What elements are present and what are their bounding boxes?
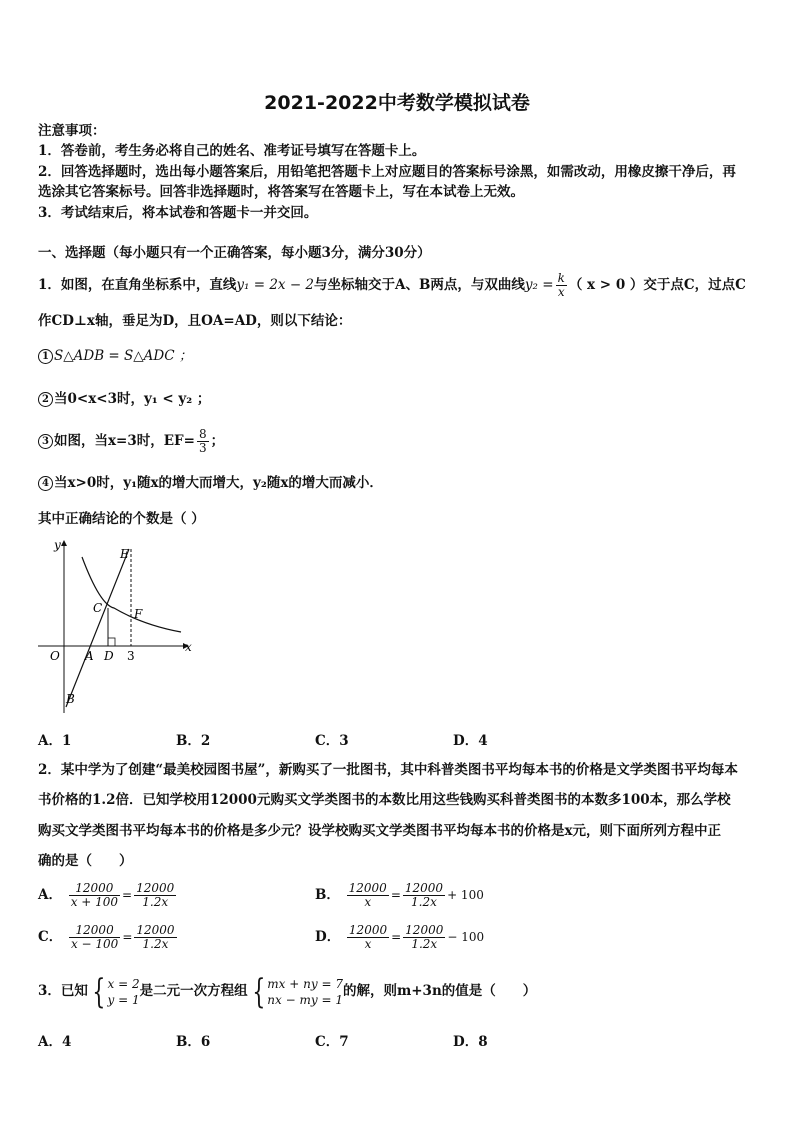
- rhs-fraction: [403, 882, 445, 909]
- statement-2-text: 当0<x<3时，y₁ < y₂ ；: [54, 391, 211, 407]
- q2-stem-line4: 确的是（ ）: [38, 853, 133, 869]
- q1-statement-3: [38, 428, 224, 455]
- numerator: 12000: [136, 923, 175, 937]
- denominator: 1.2x: [411, 895, 437, 909]
- left-brace: {: [251, 971, 265, 1012]
- label-O: O: [50, 649, 60, 663]
- q1-text-c: （ x > 0 ）交于点C，过点C: [568, 277, 746, 293]
- denominator: x − 100: [70, 937, 119, 951]
- lhs-fraction: [347, 924, 389, 951]
- denominator: x + 100: [70, 895, 119, 909]
- q1-text-b: 与坐标轴交于A、B两点，与双曲线: [314, 277, 525, 293]
- right-angle-mark: [108, 638, 115, 646]
- q1-option-d[interactable]: D．4: [453, 733, 488, 749]
- q3-text-a: 3．已知: [38, 983, 88, 999]
- q2-stem-line3: 购买文学类图书平均每本书的价格是多少元？设学校购买文学类图书平均每本书的价格是x元，则下面所列方程中正: [38, 823, 722, 839]
- q1-stem-line1: [38, 272, 746, 299]
- circled-number-3: 3: [38, 434, 53, 449]
- q2-stem-line2: 书价格的1.2倍．已知学校用12000元购买文学类图书的本数比用这些钱购买科普类图书的本数多100本，那么学校: [38, 792, 731, 808]
- q1-stem-line2: 作CD⊥x轴，垂足为D，且OA=AD，则以下结论：: [38, 313, 352, 329]
- numerator: 12000: [348, 923, 388, 937]
- rhs-fraction: [403, 924, 445, 951]
- q3-text-c: 的解，则m+3n的值是（ ）: [342, 983, 537, 999]
- q3-stem: [38, 972, 536, 1010]
- q1-statement-4: [38, 474, 383, 492]
- rhs-fraction: [134, 882, 176, 909]
- equation-system: [267, 976, 343, 1008]
- denominator: x: [364, 895, 372, 909]
- q1-statement-1: [38, 347, 192, 365]
- q2-option-c[interactable]: C． $\frac{12000}{x - 100}$ = $\frac{12000}{1.2x}$: [38, 923, 175, 951]
- q1-hyperbola-lhs: y₂ =: [524, 277, 554, 293]
- q2-stem-line1: 2．某中学为了创建“最美校园图书屋”，新购买了一批图书，其中科普类图书平均每本书的价格是文学类图书平均每本: [38, 762, 738, 778]
- page-title: 2021-2022中考数学模拟试卷: [264, 92, 530, 114]
- numerator: 12000: [69, 924, 120, 938]
- equation-1: mx + ny = 7: [267, 976, 343, 991]
- tail: + 100: [447, 888, 484, 902]
- section-heading: 一、选择题（每小题只有一个正确答案，每小题3分，满分30分）: [38, 245, 431, 261]
- label-y: y: [54, 538, 61, 552]
- lhs-fraction: [69, 882, 120, 909]
- q2-option-a[interactable]: A． $\frac{12000}{x + 100}$ = $\frac{12000}{1.2x}$: [38, 881, 175, 909]
- notice-heading: 注意事项：: [38, 123, 106, 139]
- frac-denominator: 3: [198, 441, 207, 455]
- q3-text-b: 是二元一次方程组: [139, 983, 248, 999]
- rhs-fraction: [134, 924, 176, 951]
- solution-system: [108, 976, 140, 1008]
- left-brace: {: [92, 971, 106, 1012]
- notice-item-1: 1．答卷前，考生务必将自己的姓名、准考证号填写在答题卡上。: [38, 143, 426, 159]
- label-E: E: [120, 547, 129, 561]
- q3-option-c[interactable]: C．7: [315, 1034, 349, 1050]
- notice-item-2: 2．回答选择题时，选出每小题答案后，用铅笔把答题卡上对应题目的答案标号涂黑，如需改动，用橡皮擦干净后，再: [38, 164, 736, 180]
- denominator: 1.2x: [142, 937, 169, 951]
- option-label: C．: [38, 929, 63, 945]
- statement-4-text: 当x>0时，y₁随x的增大而增大，y₂随x的增大而减小．: [54, 475, 383, 491]
- circled-number-4: 4: [38, 476, 53, 491]
- label-3: 3: [127, 649, 135, 663]
- notice-item-2-cont: 选涂其它答案标号。回答非选择题时，将答案写在答题卡上，写在本试卷上无效。: [38, 184, 524, 200]
- equation-2: nx − my = 1: [267, 992, 343, 1007]
- numerator: 12000: [69, 882, 120, 896]
- label-F: F: [134, 607, 143, 621]
- q1-k-over-x: [556, 272, 567, 299]
- statement-3-end: ；: [210, 433, 225, 449]
- numerator: 12000: [348, 881, 387, 895]
- label-C: C: [93, 601, 103, 615]
- q1-option-a[interactable]: A．1: [38, 733, 72, 749]
- q1-text-a: 1．如图，在直角坐标系中，直线: [38, 277, 237, 293]
- option-label: A．: [38, 887, 62, 903]
- label-x: x: [185, 640, 192, 654]
- lhs-fraction: [69, 924, 120, 951]
- denominator: x: [364, 937, 372, 951]
- k-numerator: k: [557, 271, 565, 285]
- q3-option-a[interactable]: A．4: [38, 1034, 72, 1050]
- sol-x: x = 2: [107, 976, 140, 991]
- tail: − 100: [447, 930, 485, 944]
- numerator: 12000: [404, 881, 444, 895]
- q1-statement-2: [38, 390, 210, 408]
- option-label: B．: [315, 887, 340, 903]
- circled-number-2: 2: [38, 392, 53, 407]
- q1-graph: [38, 535, 208, 715]
- label-D: D: [104, 649, 114, 663]
- eight-thirds: [197, 428, 209, 455]
- q3-option-b[interactable]: B．6: [176, 1034, 211, 1050]
- x-denominator: x: [557, 285, 565, 299]
- numerator: 12000: [136, 881, 175, 895]
- frac-numerator: 8: [198, 427, 207, 441]
- statement-1-text: S△ADB = S△ADC ；: [54, 348, 193, 364]
- q1-option-c[interactable]: C．3: [315, 733, 349, 749]
- denominator: 1.2x: [142, 895, 169, 909]
- circled-number-1: 1: [38, 349, 53, 364]
- denominator: 1.2x: [411, 937, 438, 951]
- lhs-fraction: [347, 882, 389, 909]
- numerator: 12000: [405, 923, 444, 937]
- option-label: D．: [315, 929, 341, 945]
- sol-y: y = 1: [107, 992, 140, 1007]
- statement-3-text: 如图，当x=3时，EF=: [54, 433, 195, 449]
- q1-ask: 其中正确结论的个数是（ ）: [38, 511, 205, 527]
- q2-option-b[interactable]: B． $\frac{12000}{x}$ = $\frac{12000}{1.2x}$ + 100: [315, 881, 484, 909]
- q2-option-d[interactable]: D． $\frac{12000}{x}$ = $\frac{12000}{1.2x}$ − 100: [315, 923, 485, 951]
- q1-option-b[interactable]: B．2: [176, 733, 211, 749]
- q1-line-eq: y₁ = 2x − 2: [236, 277, 315, 293]
- q3-option-d[interactable]: D．8: [453, 1034, 488, 1050]
- notice-item-3: 3．考试结束后，将本试卷和答题卡一并交回。: [38, 205, 318, 221]
- label-B: B: [66, 692, 75, 706]
- line-y1: [66, 549, 129, 707]
- label-A: A: [85, 649, 94, 663]
